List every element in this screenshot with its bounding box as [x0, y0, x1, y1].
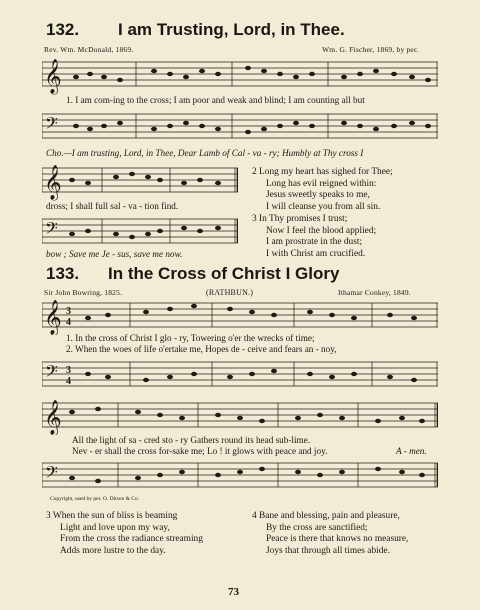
hymn-133-copyright: Copyright, used by per. O. Ditson & Co.: [50, 496, 140, 502]
hymn-133-stanza-4: 4 Bane and blessing, pain and pleasure, By the cross are sanctified; Peace is there that knows no measure, Joys that through all times abide.: [252, 511, 409, 556]
hymn-133-number: 133.: [46, 264, 80, 283]
hymn-133-title: In the Cross of Christ I Glory: [108, 264, 340, 283]
hymn-132-staff-bass-2: [42, 213, 238, 249]
svg-text:𝄞: 𝄞: [44, 301, 62, 334]
hymn-132-stanza-3: 3 In Thy promises I trust; Now I feel the blood applied; I am prostrate in the dust; I with Christ am crucified.: [252, 214, 377, 259]
svg-text:𝄢: 𝄢: [45, 115, 58, 137]
svg-text:𝄢: 𝄢: [45, 363, 58, 385]
hymn-132-verse-1-line-1: 1. I am com-ing to the cross; I am poor and weak and blind; I am counting all but: [66, 95, 365, 105]
hymn-133-verse-2-line-2: Nev - er shall the cross for-sake me; Lo ! it glows with peace and joy.: [72, 446, 328, 456]
svg-text:3: 3: [66, 306, 71, 317]
hymn-133-staff-treble-2: [42, 397, 438, 435]
hymn-133-staff-treble-1: [42, 297, 438, 335]
hymn-132-stanza-2: 2 Long my heart has sighed for Thee; Long has evil reigned within: Jesus sweetly speaks to me, I will cleanse you from all sin.: [252, 167, 393, 212]
hymn-132-composer: Wm. G. Fischer, 1869, by per.: [322, 45, 419, 54]
svg-text:𝄢: 𝄢: [45, 220, 58, 242]
hymn-132-chorus-line-2: bow ; Save me Je - sus, save me now.: [46, 249, 183, 259]
hymn-132-verse-1-line-2: dross; I shall full sal - va - tion find.: [46, 201, 179, 211]
hymn-133-amen: A - men.: [396, 446, 427, 456]
svg-text:4: 4: [66, 317, 71, 328]
svg-text:𝄢: 𝄢: [45, 464, 58, 486]
hymn-133-verse-1-line-2: All the light of sa - cred sto - ry Gathers round its head sub-lime.: [72, 435, 311, 445]
hymn-133-staff-bass-1: [42, 356, 438, 394]
hymn-132-number: 132.: [46, 20, 80, 39]
hymn-133-verse-1-line-1: 1. In the cross of Christ I glo - ry, Towering o'er the wrecks of time;: [66, 333, 315, 343]
hymn-133-tune-name: (RATHBUN.): [206, 288, 254, 297]
hymn-132-staff-bass-1: [42, 108, 438, 146]
hymn-133-verse-2-line-1: 2. When the woes of life o'ertake me, Hopes de - ceive and fears an - noy,: [66, 344, 337, 354]
hymn-132-author: Rev. Wm. McDonald, 1869.: [44, 45, 134, 54]
hymn-132-staff-treble-2: [42, 162, 238, 202]
svg-text:4: 4: [66, 376, 71, 387]
hymn-132-title: I am Trusting, Lord, in Thee.: [118, 20, 345, 39]
page-number: 73: [228, 586, 239, 598]
hymn-133-stanza-3: 3 When the sun of bliss is beaming Light and love upon my way, From the cross the radiance streaming Adds more lustre to the day.: [46, 511, 203, 556]
hymn-132-staff-treble-1: [42, 56, 438, 98]
hymn-133-composer: Ithamar Conkey, 1849.: [338, 288, 411, 297]
hymn-133-staff-bass-2: [42, 457, 438, 493]
svg-text:3: 3: [66, 365, 71, 376]
svg-text:𝄞: 𝄞: [44, 166, 62, 199]
hymn-133-author: Sir John Bowring, 1825.: [44, 288, 123, 297]
svg-text:𝄞: 𝄞: [44, 401, 62, 434]
svg-text:𝄞: 𝄞: [44, 60, 62, 93]
hymn-132-chorus-line-1: Cho.—I am trusting, Lord, in Thee, Dear Lamb of Cal - va - ry; Humbly at Thy cross I: [46, 148, 364, 158]
